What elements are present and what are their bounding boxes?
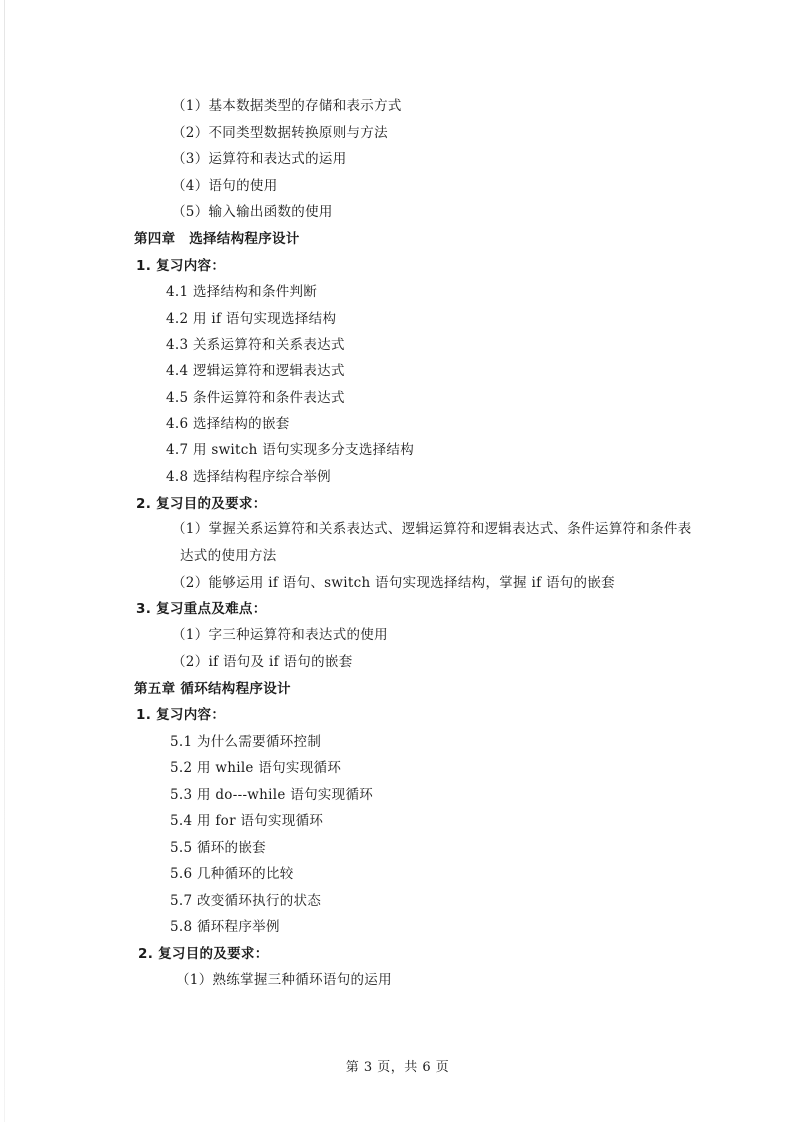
list-item: （2）能够运用 if 语句、switch 语句实现选择结构，掌握 if 语句的嵌套 [172, 575, 615, 591]
list-item: 4.7 用 switch 语句实现多分支选择结构 [166, 442, 415, 458]
list-item: 5.3 用 do---while 语句实现循环 [170, 787, 374, 803]
list-item: 4.1 选择结构和条件判断 [166, 284, 318, 300]
list-item: （2）if 语句及 if 语句的嵌套 [172, 654, 353, 670]
list-item: 5.6 几种循环的比较 [170, 866, 294, 882]
chapter-title: 第四章 选择结构程序设计 [134, 231, 300, 247]
section-heading: 1. 复习内容： [136, 707, 226, 723]
section-heading: 3. 复习重点及难点： [136, 601, 267, 617]
list-item: 4.2 用 if 语句实现选择结构 [166, 311, 337, 327]
list-item: （1）字三种运算符和表达式的使用 [172, 627, 388, 643]
list-item: 4.3 关系运算符和关系表达式 [166, 337, 345, 353]
section-heading: 2. 复习目的及要求： [136, 496, 267, 512]
list-item-continuation: 达式的使用方法 [180, 548, 277, 564]
list-item: 4.8 选择结构程序综合举例 [166, 469, 331, 485]
chapter-title: 第五章 循环结构程序设计 [134, 681, 291, 697]
list-item: 4.5 条件运算符和条件表达式 [166, 390, 345, 406]
list-item: （3）运算符和表达式的运用 [172, 151, 347, 167]
list-item: 5.1 为什么需要循环控制 [170, 734, 322, 750]
list-item: 5.2 用 while 语句实现循环 [170, 760, 342, 776]
page-footer: 第 3 页，共 6 页 [345, 1060, 450, 1075]
list-item: 5.4 用 for 语句实现循环 [170, 813, 324, 829]
list-item: （1）基本数据类型的存储和表示方式 [172, 98, 402, 114]
list-item: （1）掌握关系运算符和关系表达式、逻辑运算符和逻辑表达式、条件运算符和条件表 [172, 521, 692, 537]
list-item: （1）熟练掌握三种循环语句的运用 [176, 972, 392, 988]
list-item: 4.6 选择结构的嵌套 [166, 416, 290, 432]
section-heading: 1. 复习内容： [136, 258, 226, 274]
list-item: 5.7 改变循环执行的状态 [170, 893, 322, 909]
list-item: （4）语句的使用 [172, 178, 278, 194]
list-item: （2）不同类型数据转换原则与方法 [172, 125, 388, 141]
list-item: 5.5 循环的嵌套 [170, 840, 266, 856]
list-item: （5）输入输出函数的使用 [172, 204, 333, 220]
list-item: 5.8 循环程序举例 [170, 919, 280, 935]
scan-edge [4, 0, 5, 1122]
list-item: 4.4 逻辑运算符和逻辑表达式 [166, 363, 345, 379]
section-heading: 2. 复习目的及要求： [138, 946, 269, 962]
